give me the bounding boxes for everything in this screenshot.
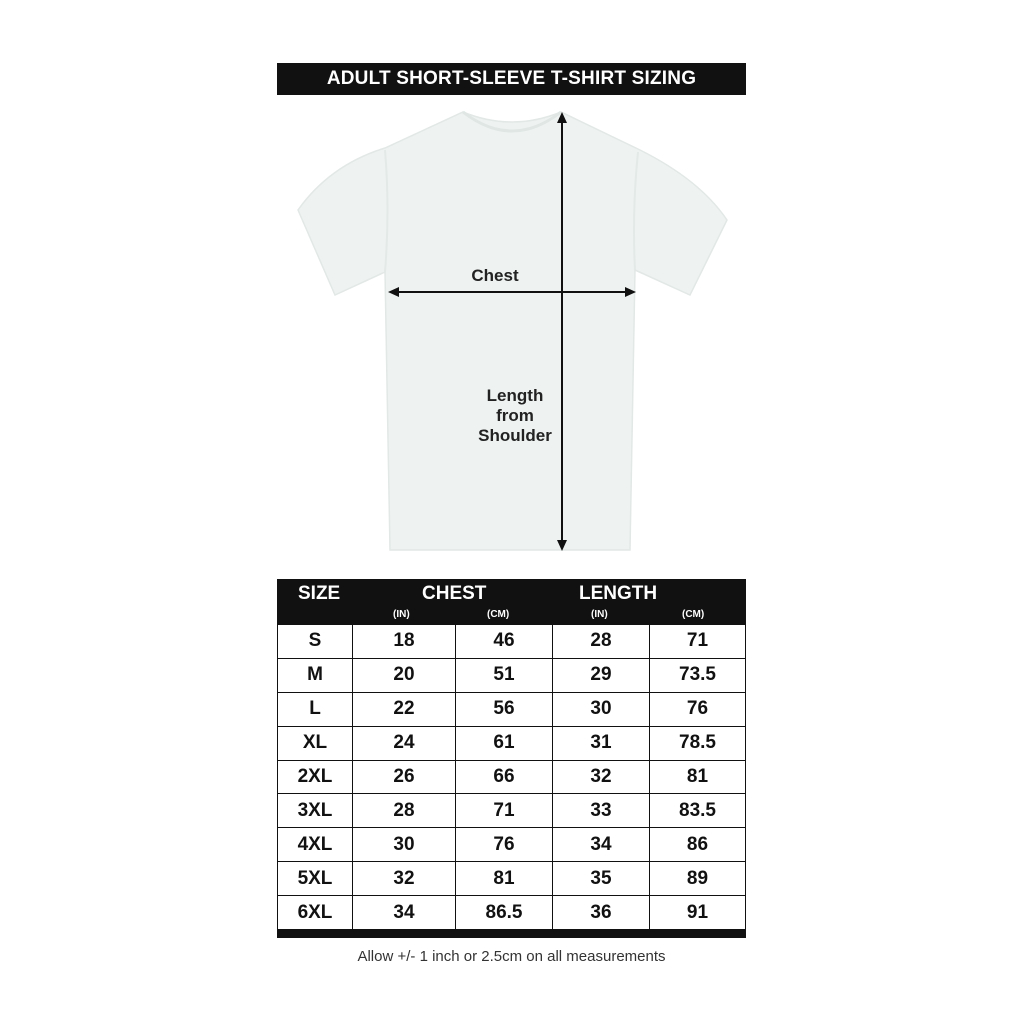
cell-chest-cm: 76 — [455, 828, 552, 861]
header-chest-in: (IN) — [393, 609, 410, 620]
cell-length-in: 29 — [552, 659, 649, 692]
cell-size: 6XL — [277, 896, 352, 929]
cell-size: 4XL — [277, 828, 352, 861]
length-label-line1: Length — [486, 386, 544, 405]
cell-chest-cm: 56 — [455, 693, 552, 726]
tshirt-shape — [298, 112, 727, 550]
cell-chest-in: 32 — [352, 862, 455, 895]
cell-length-in: 32 — [552, 761, 649, 794]
cell-chest-in: 30 — [352, 828, 455, 861]
cell-length-in: 34 — [552, 828, 649, 861]
size-table — [277, 579, 746, 938]
table-row — [277, 659, 746, 693]
cell-length-cm: 78.5 — [649, 727, 746, 760]
cell-chest-cm: 46 — [455, 625, 552, 658]
cell-chest-cm: 66 — [455, 761, 552, 794]
header-chest-cm: (CM) — [487, 609, 510, 620]
cell-length-in: 28 — [552, 625, 649, 658]
cell-size: 3XL — [277, 794, 352, 827]
cell-length-in: 30 — [552, 693, 649, 726]
cell-length-in: 36 — [552, 896, 649, 929]
cell-chest-cm: 71 — [455, 794, 552, 827]
cell-length-cm: 81 — [649, 761, 746, 794]
cell-length-cm: 86 — [649, 828, 746, 861]
cell-chest-cm: 51 — [455, 659, 552, 692]
cell-chest-in: 20 — [352, 659, 455, 692]
header-length-in: (IN) — [591, 609, 608, 620]
header-length-cm: (CM) — [682, 609, 705, 620]
cell-size: S — [277, 625, 352, 658]
cell-size: 5XL — [277, 862, 352, 895]
cell-size: 2XL — [277, 761, 352, 794]
cell-length-in: 35 — [552, 862, 649, 895]
cell-chest-in: 22 — [352, 693, 455, 726]
cell-chest-cm: 61 — [455, 727, 552, 760]
table-body — [277, 625, 746, 930]
cell-chest-cm: 81 — [455, 862, 552, 895]
table-row — [277, 693, 746, 727]
measurement-note: Allow +/- 1 inch or 2.5cm on all measurements — [357, 948, 666, 965]
length-label-line2: from — [496, 406, 534, 425]
cell-size: XL — [277, 727, 352, 760]
cell-length-cm: 76 — [649, 693, 746, 726]
table-row — [277, 794, 746, 828]
table-row — [277, 625, 746, 659]
length-label-line3: Shoulder — [478, 426, 552, 445]
header-length: LENGTH — [579, 583, 658, 604]
chest-label: Chest — [471, 266, 519, 285]
table-row — [277, 761, 746, 795]
cell-chest-in: 18 — [352, 625, 455, 658]
cell-length-in: 33 — [552, 794, 649, 827]
cell-chest-in: 24 — [352, 727, 455, 760]
cell-length-cm: 73.5 — [649, 659, 746, 692]
page-title: ADULT SHORT-SLEEVE T-SHIRT SIZING — [277, 63, 746, 95]
cell-length-cm: 89 — [649, 862, 746, 895]
table-row — [277, 862, 746, 896]
cell-size: M — [277, 659, 352, 692]
cell-length-cm: 83.5 — [649, 794, 746, 827]
cell-size: L — [277, 693, 352, 726]
cell-chest-in: 28 — [352, 794, 455, 827]
header-size: SIZE — [298, 583, 341, 604]
header-chest: CHEST — [422, 583, 487, 604]
table-footer-bar — [277, 930, 746, 938]
cell-chest-in: 26 — [352, 761, 455, 794]
cell-length-in: 31 — [552, 727, 649, 760]
table-header — [277, 579, 746, 625]
cell-chest-in: 34 — [352, 896, 455, 929]
cell-length-cm: 71 — [649, 625, 746, 658]
table-row — [277, 828, 746, 862]
table-row — [277, 896, 746, 930]
table-row — [277, 727, 746, 761]
cell-chest-cm: 86.5 — [455, 896, 552, 929]
cell-length-cm: 91 — [649, 896, 746, 929]
length-label — [470, 386, 560, 446]
